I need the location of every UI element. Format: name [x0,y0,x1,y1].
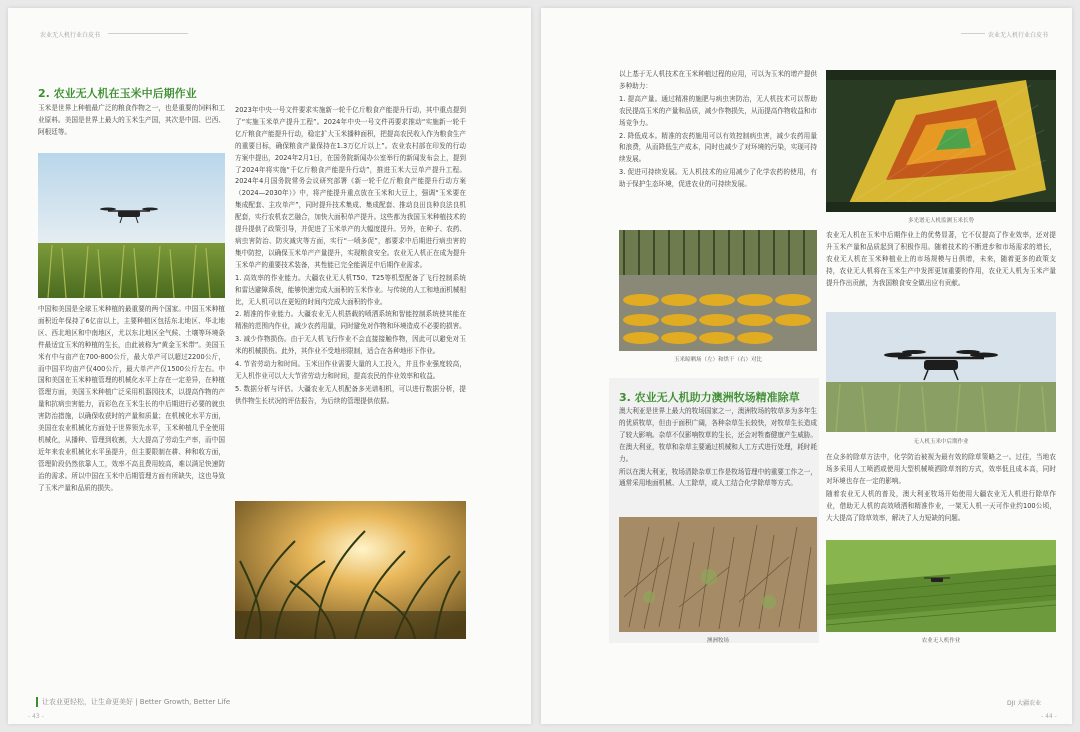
section3-col2-paragraph-1: 在众多的除草方法中，化学防治被视为最有效的除草策略之一。过往，当地农场多采用人工喷洒或使用大型机械喷洒除草剂的方式，效率低且成本高，同时对环境也存在一定的影响。 [826,453,1056,485]
left-page [8,8,531,724]
header-divider [108,33,188,34]
corn-drying-caption: 玉米晾晒场（左）和烘干（右）对比 [673,357,762,363]
drone-spraying-caption: 无人机玉米中后期作业 [913,439,969,445]
corn-sunset-photo [235,501,466,639]
intro-paragraph-2: 1. 提高产量。通过精准的施肥与病虫害防治，无人机技术可以帮助农民提高玉米的产量和品质，减少作物损失，从而提高作物收益和市场竞争力。 [619,94,817,127]
footer-brand: DJI 大疆农业 [1007,700,1042,707]
intro-paragraph-3: 2. 降低成本。精准的农药施用可以有效控制病虫害，减少农药用量和浪费，从而降低生产成本，同时也减少了对环境的污染，实现可持续发展。 [619,131,817,164]
pasture-caption: 澳洲牧场 [706,638,729,644]
header-right-title: 农业无人机行业白皮书 [988,32,1049,39]
australian-pasture-photo [619,517,817,632]
footer-slogan: 让农业更轻松，让生命更美好 | Better Growth, Better Life [42,698,231,706]
intro-paragraph-4: 3. 促进可持续发展。无人机技术的应用减少了化学农药的使用，有助于保护生态环境，促进农业的可持续发展。 [619,168,817,189]
section3-col1-paragraph-1: 澳大利亚是世界上最大的牧场国家之一，澳洲牧场的牧草多为多年生的优质牧草，但由于面积广阔，各种杂草生长较快，对牧草生长造成了较大影响。杂草不仅影响牧草的生长，还会对牲畜健康产生威胁。在澳大利亚，牧草和杂草主要通过机械和人工方式进行处理，耗时耗力。 [619,407,817,463]
header-divider-right [961,33,985,34]
section3-col2 [826,452,1056,525]
footer-accent [36,697,38,707]
section2-col2-paragraph-6: 5. 数据分析与评估。大疆农业无人机配备多光谱相机，可以进行数据分析，提供作物生长状况的评估报告，为后续的管理提供依据。 [235,384,466,405]
intro-column [619,69,817,192]
section2-col2 [235,105,466,409]
multispectral-map-image [826,70,1056,212]
drone-pasture-caption: 农业无人机作业 [921,638,961,644]
intro-paragraph-1: 以上基于无人机技术在玉米种植过程的应用，可以为玉米的增产提供多种助力： [619,70,817,90]
multispectral-caption: 多光谱无人机监测玉米长势 [907,218,974,224]
right-col2-paragraph-block [826,230,1056,291]
section2-title: 2. 农业无人机在玉米中后期作业 [38,87,197,100]
section2-col2-paragraph-3: 2. 精准的作业能力。大疆农业无人机搭载的喷洒系统和智能控制系统使其能在精准的范围内作业，减少农药用量，同时避免对作物和环境造成不必要的损害。 [235,310,466,331]
section3-col1 [619,406,817,491]
right-page-number: - 44 - [1041,713,1057,720]
section2-col1-paragraph-2: 中国和美国是全球玉米种植的最重要的两个国家。中国玉米种植面积近年保持了6亿亩以上，主要种植区包括东北地区、华北地区、西北地区和中南地区，尤以东北地区全气候、土壤等环境条件最适宜玉米的种植的生长，由此被称为“黄金玉米带”。美国玉米有中与亩产在700-800公斤，最大单产可以超过2200公斤，而中国平均亩产仅400公斤，最大单产产仅1500公斤左右。中国和美国在玉米种植管理的机械化水平上存在一定差异，在种植管理方面，美国玉米种植广泛采用机器园技术，以提高作物的产量和抗病虫害能力，而彩色在玉米生长的中后期进行必要的就虫害防治措施，以确保收获时的产量和质量；在机械化水平方面，美国在农业机械化方面处于世界领先水平，玉米种植几乎全使用机械化，从播种、管理到收割，大大提高了劳动生产率，而中国近年来农业机械化水平虽提升，但主要限制在耕、种和收方面，管理阶段仍然依靠人工，效率不高且费用较高，难以满足快速防治的需求。所以中国在玉米中后期管理方面有所缺失，这也导致了玉米产量和品质的损失。 [38,305,225,492]
section3-title: 3. 农业无人机助力澳洲牧场精准除草 [619,391,800,404]
section2-col2-paragraph-4: 3. 减少作物损伤。由于无人机飞行作业不会直接接触作物，因此可以避免对玉米的机械损伤。此外，其作业不受地形限制，适合在各种地形下作业。 [235,335,466,356]
section2-col2-paragraph-2: 1. 高效率的作业能力。大疆农业无人机T50、T25等机型配备了飞行控制系统和雷达避障系统，能够快速完成大面积的玉米作业。与传统的人工和地面机械相比，无人机可以在更短的时间内完成大面积的作业。 [235,273,466,306]
section2-col1-bottom [38,304,225,496]
section2-col1-paragraph-1: 玉米是世界上种植最广泛的粮食作物之一，也是重要的饲料和工业原料。美国是世界上最大的玉米生产国，其次是中国、巴西、阿根廷等。 [38,104,225,136]
header-left-title: 农业无人机行业白皮书 [40,32,101,39]
drone-over-pasture-photo [826,540,1056,632]
section2-col2-paragraph-5: 4. 节省劳动力和时间。玉米田作业需要大量的人工投入，并且作业强度较高，无人机作业可以大大节省劳动力和时间，提高农民的作业效率和收益。 [235,360,466,380]
section3-col1-paragraph-2: 所以在澳大利亚，牧场清除杂草工作是牧场管理中的重要工作之一，通常采用地面机械、人工除草，或人工结合化学除草等方式。 [619,467,817,488]
section3-col2-paragraph-2: 随着农业无人机的普及，澳大利亚牧场开始使用大疆农业无人机进行除草作业，借助无人机的高效喷洒和精准作业，一架无人机一天可作业约100公顷，大大提高了除草效率，解决了人力短缺的问题。 [826,489,1056,522]
left-page-number: - 43 - [28,713,44,720]
section2-col2-paragraph-1: 2023年中央一号文件要求实施新一轮千亿斤粮食产能提升行动，其中重点提到了“实施玉米单产提升工程”。2024年中央一号文件再要求推动“实施新一轮千亿斤粮食产能提升行动，稳定扩大玉米播种面积，把提高农民收入作为粮食生产的重要目标，确保粮食产量保持在1.3万亿斤以上”。农业农村部在印发的行动方案中提出，2024年2月1日，在国务院新闻办公室举行的新闻发布会上，提到了2024年将实施“千亿斤粮食产能提升行动”，推进玉米大豆单产提升工程。2024年4月国务院常务会议研究部署《新一轮千亿斤粮食产能提升行动方案（2024—2030年）》中，将产能提升重点放在玉米和大豆上，强调“玉米要在集成配套、主攻单产”，同时提升技术集成、集成配套、推动良田良种良法良机配套，实行农机农艺融合，加快大面积单产提升。这些都为我国玉米种植技术的提升提供了政策引导，并促进了玉米单产的大幅度提升。另外，在种子、农药、病虫害防治、防灾减灾等方面，实行“一喷多促”，都要求中后期进行病虫害的集中防控，以确保玉米单产产量提升，实现粮食安全。农业无人机正在成为提升玉米单产的重要技术装备，其性能已完全能满足中后期作业需求。 [235,106,466,269]
right-col2-paragraph: 农业无人机在玉米中后期作业上的优势显著，它不仅提高了作业效率，还对提升玉米产量和品质起到了积极作用。随着技术的不断进步和市场需求的增长，农业无人机在玉米种植业上的市场规模与日俱增，未来，随着更多的政策支持，农业无人机将在玉米生产中发挥更加重要的作用，农业无人机为玉米产量提升作出贡献，为我国粮食安全做出应有贡献。 [826,231,1056,287]
drone-over-cornfield-photo [38,153,225,298]
corn-drying-photo [619,230,817,351]
drone-spraying-photo [826,312,1056,432]
right-page [541,8,1072,724]
section2-col1-top [38,103,225,140]
